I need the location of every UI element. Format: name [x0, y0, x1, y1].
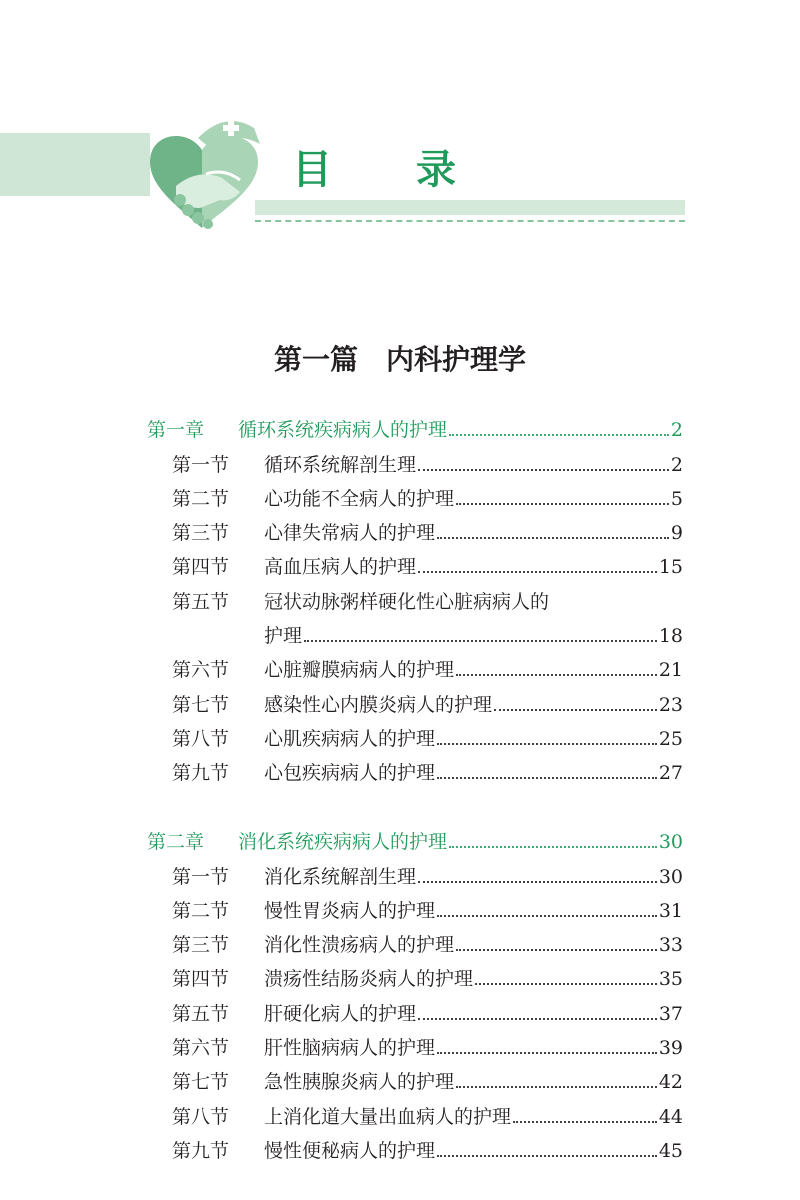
section-title: 急性胰腺炎病人的护理	[264, 1071, 455, 1093]
section-number: 第五节	[172, 1003, 230, 1025]
toc-title-char-2: 录	[416, 147, 456, 193]
section-number: 第一节	[172, 866, 230, 888]
dot-leader	[513, 1121, 657, 1123]
dot-leader	[456, 674, 657, 676]
page-number: 21	[658, 659, 683, 681]
dot-leader	[437, 743, 657, 745]
section-title: 肝硬化病人的护理	[264, 1003, 417, 1025]
page-number: 9	[670, 522, 683, 544]
page-number: 25	[658, 728, 683, 750]
toc-section-entry[interactable]	[172, 486, 683, 512]
section-title: 溃疡性结肠炎病人的护理	[264, 968, 474, 990]
chapter-title: 消化系统疾病病人的护理	[238, 831, 448, 853]
section-title: 慢性便秘病人的护理	[264, 1140, 436, 1162]
section-number: 第四节	[172, 968, 230, 990]
section-number: 第六节	[172, 1037, 230, 1059]
toc-section-entry[interactable]	[172, 760, 683, 786]
toc-section-entry[interactable]	[172, 932, 683, 958]
dot-leader	[437, 537, 669, 539]
section-number: 第七节	[172, 694, 230, 716]
header-band-left	[0, 133, 150, 196]
page-number: 37	[658, 1003, 683, 1025]
page-number: 2	[670, 454, 683, 476]
section-number: 第三节	[172, 522, 230, 544]
toc-section-entry[interactable]	[172, 1069, 683, 1095]
toc-section-entry-continuation[interactable]	[264, 623, 683, 649]
section-title: 心肌疾病病人的护理	[264, 728, 436, 750]
section-title: 慢性胃炎病人的护理	[264, 900, 436, 922]
dot-leader	[456, 503, 669, 505]
dot-leader	[456, 949, 657, 951]
page-number: 27	[658, 762, 683, 784]
page-number: 15	[658, 556, 683, 578]
toc-section-entry[interactable]	[172, 589, 683, 615]
section-number: 第五节	[172, 591, 230, 613]
section-title: 心脏瓣膜病病人的护理	[264, 659, 455, 681]
toc-section-entry[interactable]	[172, 554, 683, 580]
page-number: 35	[658, 968, 683, 990]
dot-leader	[456, 1086, 657, 1088]
section-title: 感染性心内膜炎病人的护理	[264, 694, 493, 716]
section-number: 第九节	[172, 762, 230, 784]
toc-section-entry[interactable]	[172, 1001, 683, 1027]
section-title-continuation: 护理	[264, 625, 303, 647]
page-number: 39	[658, 1037, 683, 1059]
toc-section-entry[interactable]	[172, 1104, 683, 1130]
chapter-number: 第一章	[147, 419, 205, 441]
dot-leader	[418, 469, 669, 471]
page-number: 30	[658, 866, 683, 888]
toc-chapter-entry[interactable]	[147, 417, 683, 443]
dot-leader	[437, 777, 657, 779]
toc-section-entry[interactable]	[172, 520, 683, 546]
toc-section-entry[interactable]	[172, 726, 683, 752]
dot-leader	[475, 983, 657, 985]
page-number: 2	[670, 419, 683, 441]
toc-title-char-1: 目	[292, 147, 332, 193]
section-title: 冠状动脉粥样硬化性心脏病病人的	[264, 591, 550, 613]
section-title: 心功能不全病人的护理	[264, 488, 455, 510]
dot-leader	[494, 709, 657, 711]
section-number: 第八节	[172, 728, 230, 750]
section-number: 第二节	[172, 488, 230, 510]
section-number: 第一节	[172, 454, 230, 476]
section-title: 心律失常病人的护理	[264, 522, 436, 544]
toc-section-entry[interactable]	[172, 692, 683, 718]
dot-leader	[437, 915, 657, 917]
page-number: 18	[658, 625, 683, 647]
chapter-number: 第二章	[147, 831, 205, 853]
dot-leader	[437, 1155, 657, 1157]
toc-section-entry[interactable]	[172, 864, 683, 890]
page-number: 5	[670, 488, 683, 510]
section-title: 消化系统解剖生理	[264, 866, 417, 888]
section-number: 第九节	[172, 1140, 230, 1162]
page-number: 31	[658, 900, 683, 922]
section-number: 第八节	[172, 1106, 230, 1128]
toc-section-entry[interactable]	[172, 657, 683, 683]
chapter-title: 循环系统疾病病人的护理	[238, 419, 448, 441]
heart-handshake-nurse-cap-icon	[136, 108, 266, 238]
toc-section-entry[interactable]	[172, 898, 683, 924]
toc-section-entry[interactable]	[172, 1035, 683, 1061]
section-title: 高血压病人的护理	[264, 556, 417, 578]
dot-leader	[418, 1018, 657, 1020]
toc-section-entry[interactable]	[172, 966, 683, 992]
dot-leader	[418, 881, 657, 883]
section-number: 第二节	[172, 900, 230, 922]
toc-section-entry[interactable]	[172, 452, 683, 478]
part-title: 第一篇 内科护理学	[273, 343, 526, 376]
page-number: 44	[658, 1106, 683, 1128]
section-title: 消化性溃疡病人的护理	[264, 934, 455, 956]
section-title: 循环系统解剖生理	[264, 454, 417, 476]
section-title: 肝性脑病病人的护理	[264, 1037, 436, 1059]
page-number: 23	[658, 694, 683, 716]
toc-section-entry[interactable]	[172, 1138, 683, 1164]
page-number: 45	[658, 1140, 683, 1162]
section-number: 第三节	[172, 934, 230, 956]
dot-leader	[418, 571, 657, 573]
dot-leader	[304, 640, 657, 642]
section-title: 心包疾病病人的护理	[264, 762, 436, 784]
section-number: 第六节	[172, 659, 230, 681]
section-number: 第七节	[172, 1071, 230, 1093]
section-title: 上消化道大量出血病人的护理	[264, 1106, 512, 1128]
page-number: 30	[658, 831, 683, 853]
section-number: 第四节	[172, 556, 230, 578]
header-band-right	[255, 200, 685, 215]
dot-leader	[437, 1052, 657, 1054]
page-number: 33	[658, 934, 683, 956]
header-dashed-rule	[255, 220, 685, 222]
dot-leader	[449, 434, 669, 436]
page-number: 42	[658, 1071, 683, 1093]
dot-leader	[449, 846, 657, 848]
toc-chapter-entry[interactable]	[147, 829, 683, 855]
